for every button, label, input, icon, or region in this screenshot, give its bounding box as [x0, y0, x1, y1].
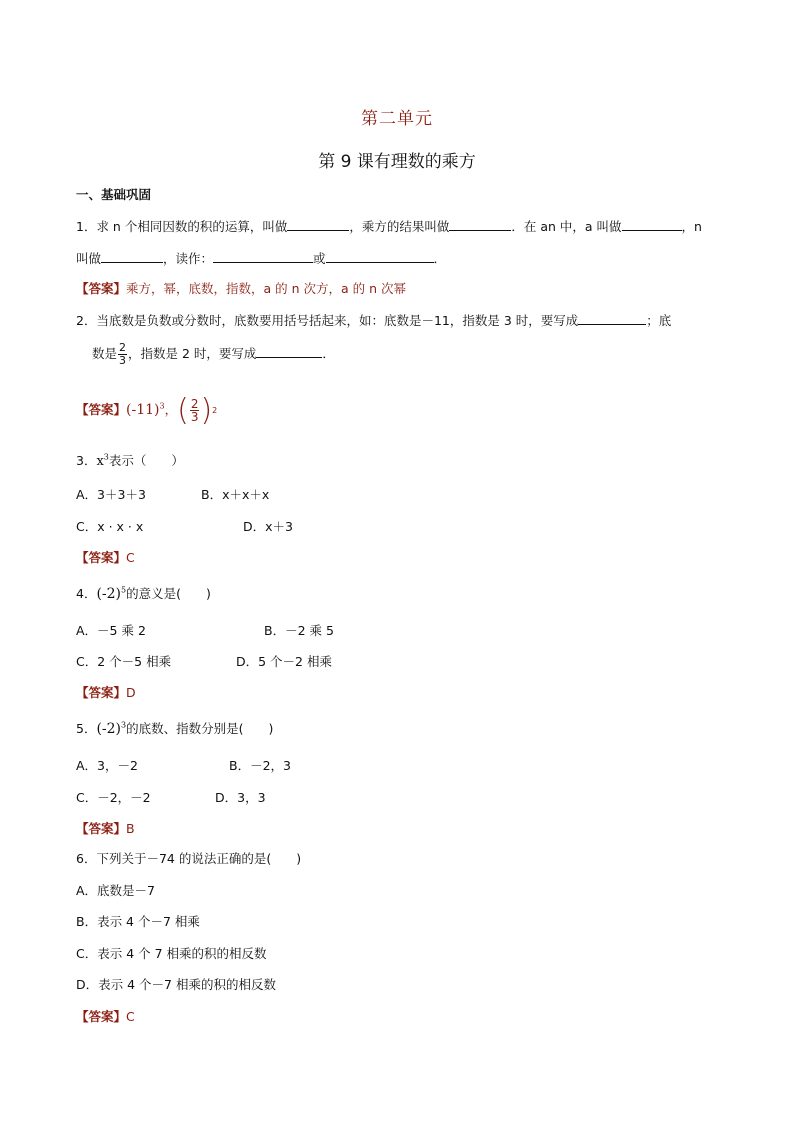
answer-blank: [287, 217, 349, 231]
question-3-option-c: C．x · x · x: [76, 519, 144, 534]
question-5-stem: 5．$(-2)^3$的底数、指数分别是( ): [76, 720, 274, 737]
answer-power-neg-eleven: $(-11)^3$: [126, 401, 165, 418]
question-5-option-d: D．3，3: [215, 790, 266, 805]
question-6-option-a: A．底数是－7: [76, 883, 156, 898]
question-4-option-c: C．2 个－5 相乘: [76, 654, 172, 669]
question-5-option-c: C．－2，－2: [76, 790, 151, 805]
question-2-answer: 【答案】$(-11)^3$， ( $\frac{2}{3}$ ) 2: [76, 392, 218, 428]
question-4-option-b: B．－2 乘 5: [264, 623, 334, 638]
fraction-two-thirds: $\frac{2}{3}$: [119, 341, 127, 367]
question-6-answer: 【答案】C: [76, 1009, 135, 1024]
question-6-stem: 6．下列关于－74 的说法正确的是( ): [76, 851, 302, 866]
unit-title: 第二单元: [361, 109, 433, 129]
question-3-option-b: B．x＋x＋x: [201, 487, 270, 502]
question-5-option-b: B．－2，3: [229, 758, 291, 773]
answer-blank: [256, 344, 322, 358]
question-4-option-d: D．5 个－2 相乘: [236, 654, 332, 669]
question-6-option-c: C．表示 4 个 7 相乘的积的相反数: [76, 946, 267, 961]
question-1-answer: 【答案】乘方，幂，底数，指数，a 的 n 次方，a 的 n 次幂: [76, 281, 407, 296]
question-4-option-a: A．－5 乘 2: [76, 623, 146, 638]
question-6-option-d: D．表示 4 个－7 相乘的积的相反数: [76, 977, 276, 992]
question-5-answer: 【答案】B: [76, 821, 135, 836]
answer-blank: [578, 311, 646, 325]
question-4-stem: 4．$(-2)^5$的意义是( ): [76, 585, 211, 602]
question-3-stem: 3．$x^3$表示（ ）: [76, 452, 184, 469]
answer-blank: [326, 249, 434, 263]
answer-blank: [622, 217, 682, 231]
question-2-line-1: 2．当底数是负数或分数时，底数要用括号括起来，如：底数是－11，指数是 3 时，要写成 ；底: [76, 313, 672, 328]
lesson-title: 第 9 课有理数的乘方: [318, 152, 476, 172]
question-3-answer: 【答案】C: [76, 550, 135, 565]
question-4-answer: 【答案】D: [76, 685, 136, 700]
answer-blank: [213, 249, 313, 263]
answer-blank: [101, 249, 163, 263]
question-1-line-1: 1．求 n 个相同因数的积的运算，叫做 ，乘方的结果叫做 ．在 an 中，a 叫做 ，n: [76, 219, 702, 234]
answer-blank: [449, 217, 511, 231]
question-1-line-2: 叫做 ，读作： 或 ．: [76, 251, 447, 266]
answer-power-fraction: ( $\frac{2}{3}$ ) 2: [177, 392, 218, 428]
question-2-line-2: 数是 $\frac{2}{3}$ ，指数是 2 时，要写成 ．: [92, 341, 335, 367]
question-6-option-b: B．表示 4 个－7 相乘: [76, 914, 200, 929]
question-3-option-d: D．x＋3: [243, 519, 293, 534]
question-3-option-a: A．3＋3＋3: [76, 487, 146, 502]
section-heading: 一、基础巩固: [76, 187, 152, 202]
question-5-option-a: A．3，－2: [76, 758, 138, 773]
